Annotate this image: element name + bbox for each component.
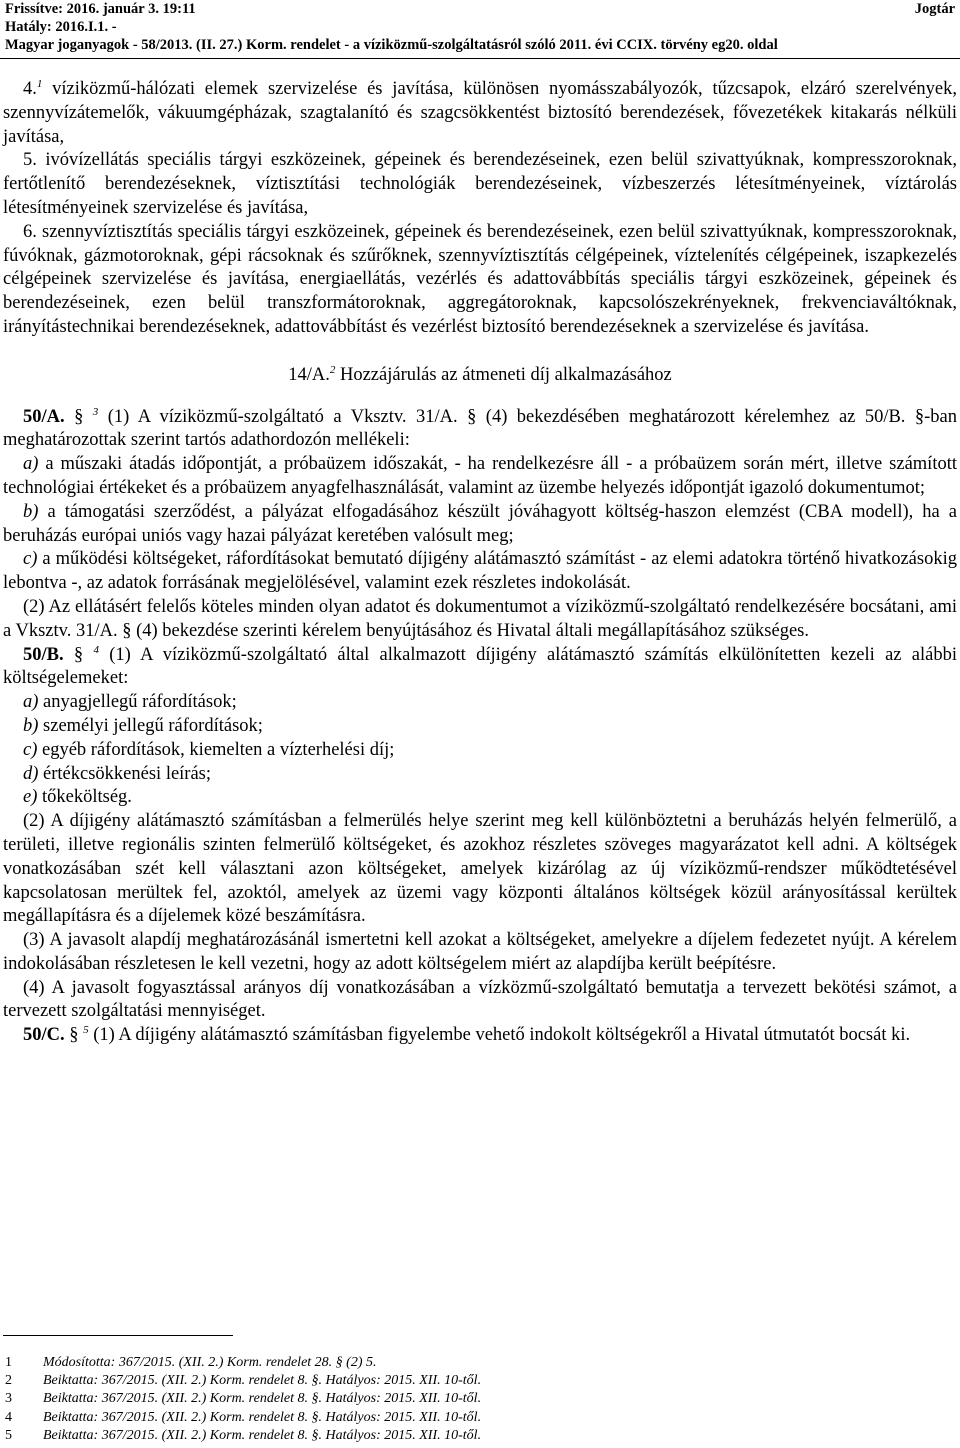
section-number: 14/A. bbox=[288, 364, 330, 385]
point-label: a) bbox=[23, 454, 39, 475]
point-text: egyéb ráfordítások, kiemelten a vízterhelési díj; bbox=[37, 739, 395, 760]
header-divider bbox=[0, 58, 960, 59]
paragraph-text: (1) A víziközmű-szolgáltató a Vksztv. 31/A. § (4) bekezdésében meghatározott kérelemhez az 50/B. §-ban meghatározottak szerint tartós adathordozón mellékeli: bbox=[3, 406, 957, 451]
point-a bbox=[3, 453, 957, 501]
effective-date: Hatály: 2016.I.1. - bbox=[5, 19, 117, 35]
list-item bbox=[3, 786, 957, 810]
footnote bbox=[3, 1409, 943, 1427]
point-text: a működési költségeket, ráfordításokat bemutató díjigény alátámasztó számítást - az elemi adatokra történő hivatkozásokig lebontva -, az adatok forrásának megjelölésével, valamint ezek részletes indokolását. bbox=[3, 549, 957, 594]
footnote-text: Beiktatta: 367/2015. (XII. 2.) Korm. rendelet 8. §. Hatályos: 2015. XII. 10-től. bbox=[43, 1373, 482, 1389]
footnote-ref[interactable]: 2 bbox=[329, 363, 336, 376]
footnote-ref[interactable]: 5 bbox=[83, 1024, 89, 1037]
footnote-ref[interactable]: 1 bbox=[36, 77, 43, 90]
point-label: b) bbox=[23, 715, 39, 736]
footnotes bbox=[3, 1354, 943, 1445]
para-50a-2: (2) Az ellátásért felelős köteles minden olyan adatot és dokumentumot a víziközmű-szolgáltató rendelkezésére bocsátani, ami a Vksztv. 31/A. § (4) bekezdése szerinti kérelem benyújtásához és Hivatal általi megállapításához szükséges. bbox=[3, 596, 957, 641]
paragraph-text: (1) A díjigény alátámasztó számításban figyelembe vehető indokolt költségekről a Hivatal útmutatót bocsát ki. bbox=[88, 1025, 911, 1046]
footnote-number: 3 bbox=[5, 1391, 12, 1407]
point-text: a műszaki átadás időpontját, a próbaüzem időszakát, - ha rendelkezésre áll - a próbaüzem során mért, illetve számított technológiai értékeket és a próbaüzem anyagfelhasználását, valamint az üzembe helyezés időpontját igazoló dokumentumot; bbox=[3, 454, 957, 498]
footnote-divider bbox=[3, 1335, 233, 1336]
para-50b-1: 50/B. § $^4$ (1) A víziközmű-szolgáltató által alkalmazott díjigény alátámasztó számítás elkülönítetten kezeli az alábbi költségelemeket: bbox=[3, 643, 957, 689]
para-50c-1: 50/C. § $^5$ (1) A díjigény alátámasztó számításban figyelembe vehető indokolt költségekről a Hivatal útmutatót bocsát ki. bbox=[23, 1024, 911, 1046]
item-5: 5. ivóvízellátás speciális tárgyi eszközeinek, gépeinek és berendezéseinek, ezen belül szivattyúknak, kompresszoroknak, fertőtlenítő berendezéseknek, víztisztítási technológiák berendezéseinek, vízbeszerzés létesítményeinek, víztárolás létesítményeinek szervizelése és javítása, bbox=[3, 150, 957, 218]
header-line-1 bbox=[5, 0, 955, 19]
list-item bbox=[3, 715, 957, 739]
footnote-text: Beiktatta: 367/2015. (XII. 2.) Korm. rendelet 8. §. Hatályos: 2015. XII. 10-től. bbox=[43, 1409, 482, 1425]
point-label: a) bbox=[23, 692, 39, 713]
footnote bbox=[3, 1354, 943, 1372]
paragraph-label: 50/B. bbox=[23, 644, 64, 665]
footnote-text: Beiktatta: 367/2015. (XII. 2.) Korm. rendelet 8. §. Hatályos: 2015. XII. 10-től. bbox=[43, 1391, 482, 1407]
para-50b-2: (2) A díjigény alátámasztó számításban a felmerülés helye szerint meg kell különböztetni a beruházás helyén felmerülő, a területi, illetve regionális szinten felmerülő költségeket, és azokhoz részletes szöveges magyarázatot kell adni. A költségek vonatkozásában szét kell választani azon költségeket, amelyek kizárólag az új víziközmű-rendszer működtetésével kapcsolatosan merültek fel, azoktól, amelyek az üzemi vagy központi általános költségek közül arányosítással kerültek megállapításra és a díjelemek közé beszámításra. bbox=[3, 811, 957, 927]
section-heading bbox=[3, 364, 957, 388]
point-text: értékcsökkenési leírás; bbox=[38, 763, 212, 784]
para-50a-1: 50/A. § $^3$ (1) A víziközmű-szolgáltató a Vksztv. 31/A. § (4) bekezdésében meghatározott kérelemhez az 50/B. §-ban meghatározottak szerint tartós adathordozón mellékeli: bbox=[3, 405, 957, 451]
item-4 bbox=[3, 78, 957, 149]
point-label: e) bbox=[23, 787, 38, 808]
footnote-ref[interactable]: 3 bbox=[92, 405, 99, 418]
point-text: a támogatási szerződést, a pályázat elfogadásához készült jóváhagyott költség-haszon elemzést (CBA modell), ha a beruházás európai uniós vagy hazai pályázat keretében valósult meg; bbox=[3, 501, 957, 546]
list-item bbox=[3, 739, 957, 763]
footnote bbox=[3, 1372, 943, 1390]
publisher-name: Jogtár bbox=[914, 1, 955, 17]
point-label: c) bbox=[23, 549, 38, 570]
document-body bbox=[3, 78, 957, 1048]
footnote-ref[interactable]: 4 bbox=[93, 643, 99, 656]
footnote-number: 5 bbox=[5, 1427, 12, 1443]
footnote bbox=[3, 1390, 943, 1408]
point-label: d) bbox=[23, 763, 39, 784]
point-c bbox=[3, 548, 957, 596]
point-text: személyi jellegű ráfordítások; bbox=[38, 715, 263, 736]
list-item bbox=[3, 763, 957, 787]
point-text: anyagjellegű ráfordítások; bbox=[38, 692, 237, 713]
paragraph-label: 50/A. bbox=[23, 406, 65, 427]
point-b bbox=[3, 501, 957, 549]
paragraph-text: (1) A víziközmű-szolgáltató által alkalmazott díjigény alátámasztó számítás elkülönítetten kezeli az alábbi költségelemeket: bbox=[3, 644, 957, 689]
footnote-text: Beiktatta: 367/2015. (XII. 2.) Korm. rendelet 8. §. Hatályos: 2015. XII. 10-től. bbox=[43, 1427, 482, 1443]
footnote-number: 1 bbox=[5, 1355, 12, 1370]
section-title: Hozzájárulás az átmeneti díj alkalmazásához bbox=[335, 364, 672, 385]
point-label: b) bbox=[23, 501, 39, 522]
para-50b-4: (4) A javasolt fogyasztással arányos díj vonatkozásában a vízközmű-szolgáltató bemutatja a tervezett bekötési számot, a tervezett szolgáltatási mennyiséget. bbox=[3, 977, 957, 1022]
refresh-date: Frissítve: 2016. január 3. 19:11 bbox=[5, 1, 196, 17]
paragraph-label: 50/C. bbox=[23, 1025, 65, 1046]
point-label: c) bbox=[23, 739, 38, 760]
point-text: tőkeköltség. bbox=[37, 787, 132, 808]
list-item bbox=[3, 691, 957, 715]
footnote-number: 2 bbox=[5, 1373, 12, 1389]
document-title-line: Magyar joganyagok - 58/2013. (II. 27.) Korm. rendelet - a víziközmű-szolgáltatásról szóló 2011. évi CCIX. törvény eg20. oldal bbox=[5, 37, 778, 53]
item-text: víziközmű-hálózati elemek szervizelése és javítása, különösen nyomásszabályozók, tűzcsapok, elzáró szerelvények, szennyvízátemelők, vákuumgépházak, szagtalanító és szagcsökkentést biztosító berendezések, fővezetékek kitakarás nélküli javítása, bbox=[3, 79, 957, 147]
item-6: 6. szennyvíztisztítás speciális tárgyi eszközeinek, gépeinek és berendezéseinek, ezen belül szivattyúknak, kompresszoroknak, fúvóknak, gázmotoroknak, gépi rácsoknak és szűrőknek, szennyvíztisztítás célgépeinek, víztelenítés célgépeinek, iszapkezelés célgépeinek szervizelése és javítása, energiaellátás, vezérlés és adattovábbítás speciális tárgyi eszközeinek, gépeinek és berendezéseinek, ezen belül transzformátoroknak, aggregátoroknak, kapcsolószekrényeknek, frekvenciaváltóknak, irányítástechnikai berendezéseknek, adattovábbítást és vezérlést biztosító berendezéseknek a szervizelése és javítása. bbox=[3, 221, 957, 337]
footnote bbox=[3, 1427, 943, 1445]
footnote-number: 4 bbox=[5, 1409, 12, 1425]
para-50b-3: (3) A javasolt alapdíj meghatározásánál ismertetni kell azokat a költségeket, amelyekre a díjelem fedezetet nyújt. A kérelem indokolásában részletesen le kell vezetni, hogy az adott költségelem miért az alapdíjba került beépítésre. bbox=[3, 930, 957, 974]
item-number: 4. bbox=[23, 79, 37, 99]
footnote-text: Módosította: 367/2015. (XII. 2.) Korm. rendelet 28. § (2) 5. bbox=[43, 1355, 377, 1370]
